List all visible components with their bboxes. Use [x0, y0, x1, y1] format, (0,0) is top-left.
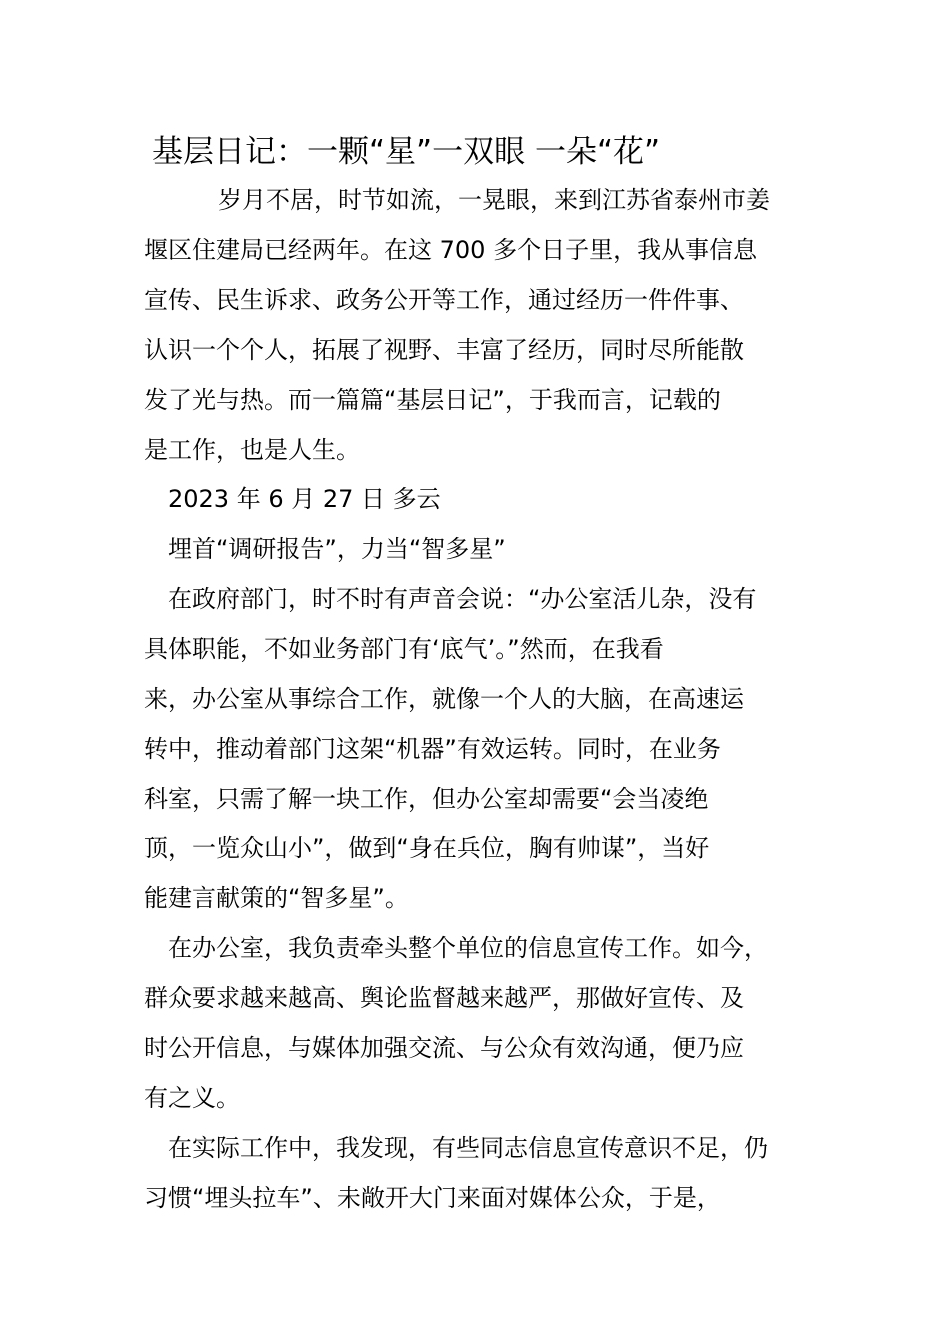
paragraph-line: 认识一个个人，拓展了视野、丰富了经历，同时尽所能散 [144, 336, 744, 364]
paragraph-line: 习惯“埋头拉车”、未敞开大门来面对媒体公众，于是， [144, 1184, 721, 1212]
paragraph-line: 群众要求越来越高、舆论监督越来越严，那做好宣传、及 [144, 984, 744, 1012]
paragraph-line: 宣传、民生诉求、政务公开等工作，通过经历一件件事、 [144, 286, 744, 314]
paragraph-line: 具体职能，不如业务部门有‘底气’。”然而，在我看 [144, 635, 664, 663]
paragraph-line: 时公开信息，与媒体加强交流、与公众有效沟通，便乃应 [144, 1034, 744, 1062]
paragraph-line: 转中，推动着部门这架“机器”有效运转。同时，在业务 [144, 735, 721, 763]
paragraph-line: 在办公室，我负责牵头整个单位的信息宣传工作。如今， [168, 934, 768, 962]
section-heading: 埋首“调研报告”，力当“智多星” [168, 535, 506, 563]
paragraph-line: 来，办公室从事综合工作，就像一个人的大脑，在高速运 [144, 685, 744, 713]
paragraph-line: 科室，只需了解一块工作，但办公室却需要“会当凌绝 [144, 785, 709, 813]
document-title: 基层日记：一颗“星”一双眼 一朵“花” [152, 134, 661, 170]
paragraph-line: 在实际工作中，我发现，有些同志信息宣传意识不足，仍 [168, 1134, 768, 1162]
paragraph-line: 有之义。 [144, 1084, 240, 1112]
paragraph-line: 岁月不居，时节如流，一晃眼，来到江苏省泰州市姜 [218, 186, 770, 214]
paragraph-line: 能建言献策的“智多星”。 [144, 884, 409, 912]
date-weather-line: 2023 年 6 月 27 日 多云 [168, 485, 441, 513]
paragraph-line: 是工作，也是人生。 [144, 436, 360, 464]
paragraph-line: 顶，一览众山小”，做到“身在兵位，胸有帅谋”，当好 [144, 834, 710, 862]
paragraph-line: 堰区住建局已经两年。在这 700 多个日子里，我从事信息 [144, 236, 758, 264]
paragraph-line: 发了光与热。而一篇篇“基层日记”，于我而言，记载的 [144, 386, 721, 414]
paragraph-line: 在政府部门，时不时有声音会说：“办公室活儿杂，没有 [168, 585, 757, 613]
